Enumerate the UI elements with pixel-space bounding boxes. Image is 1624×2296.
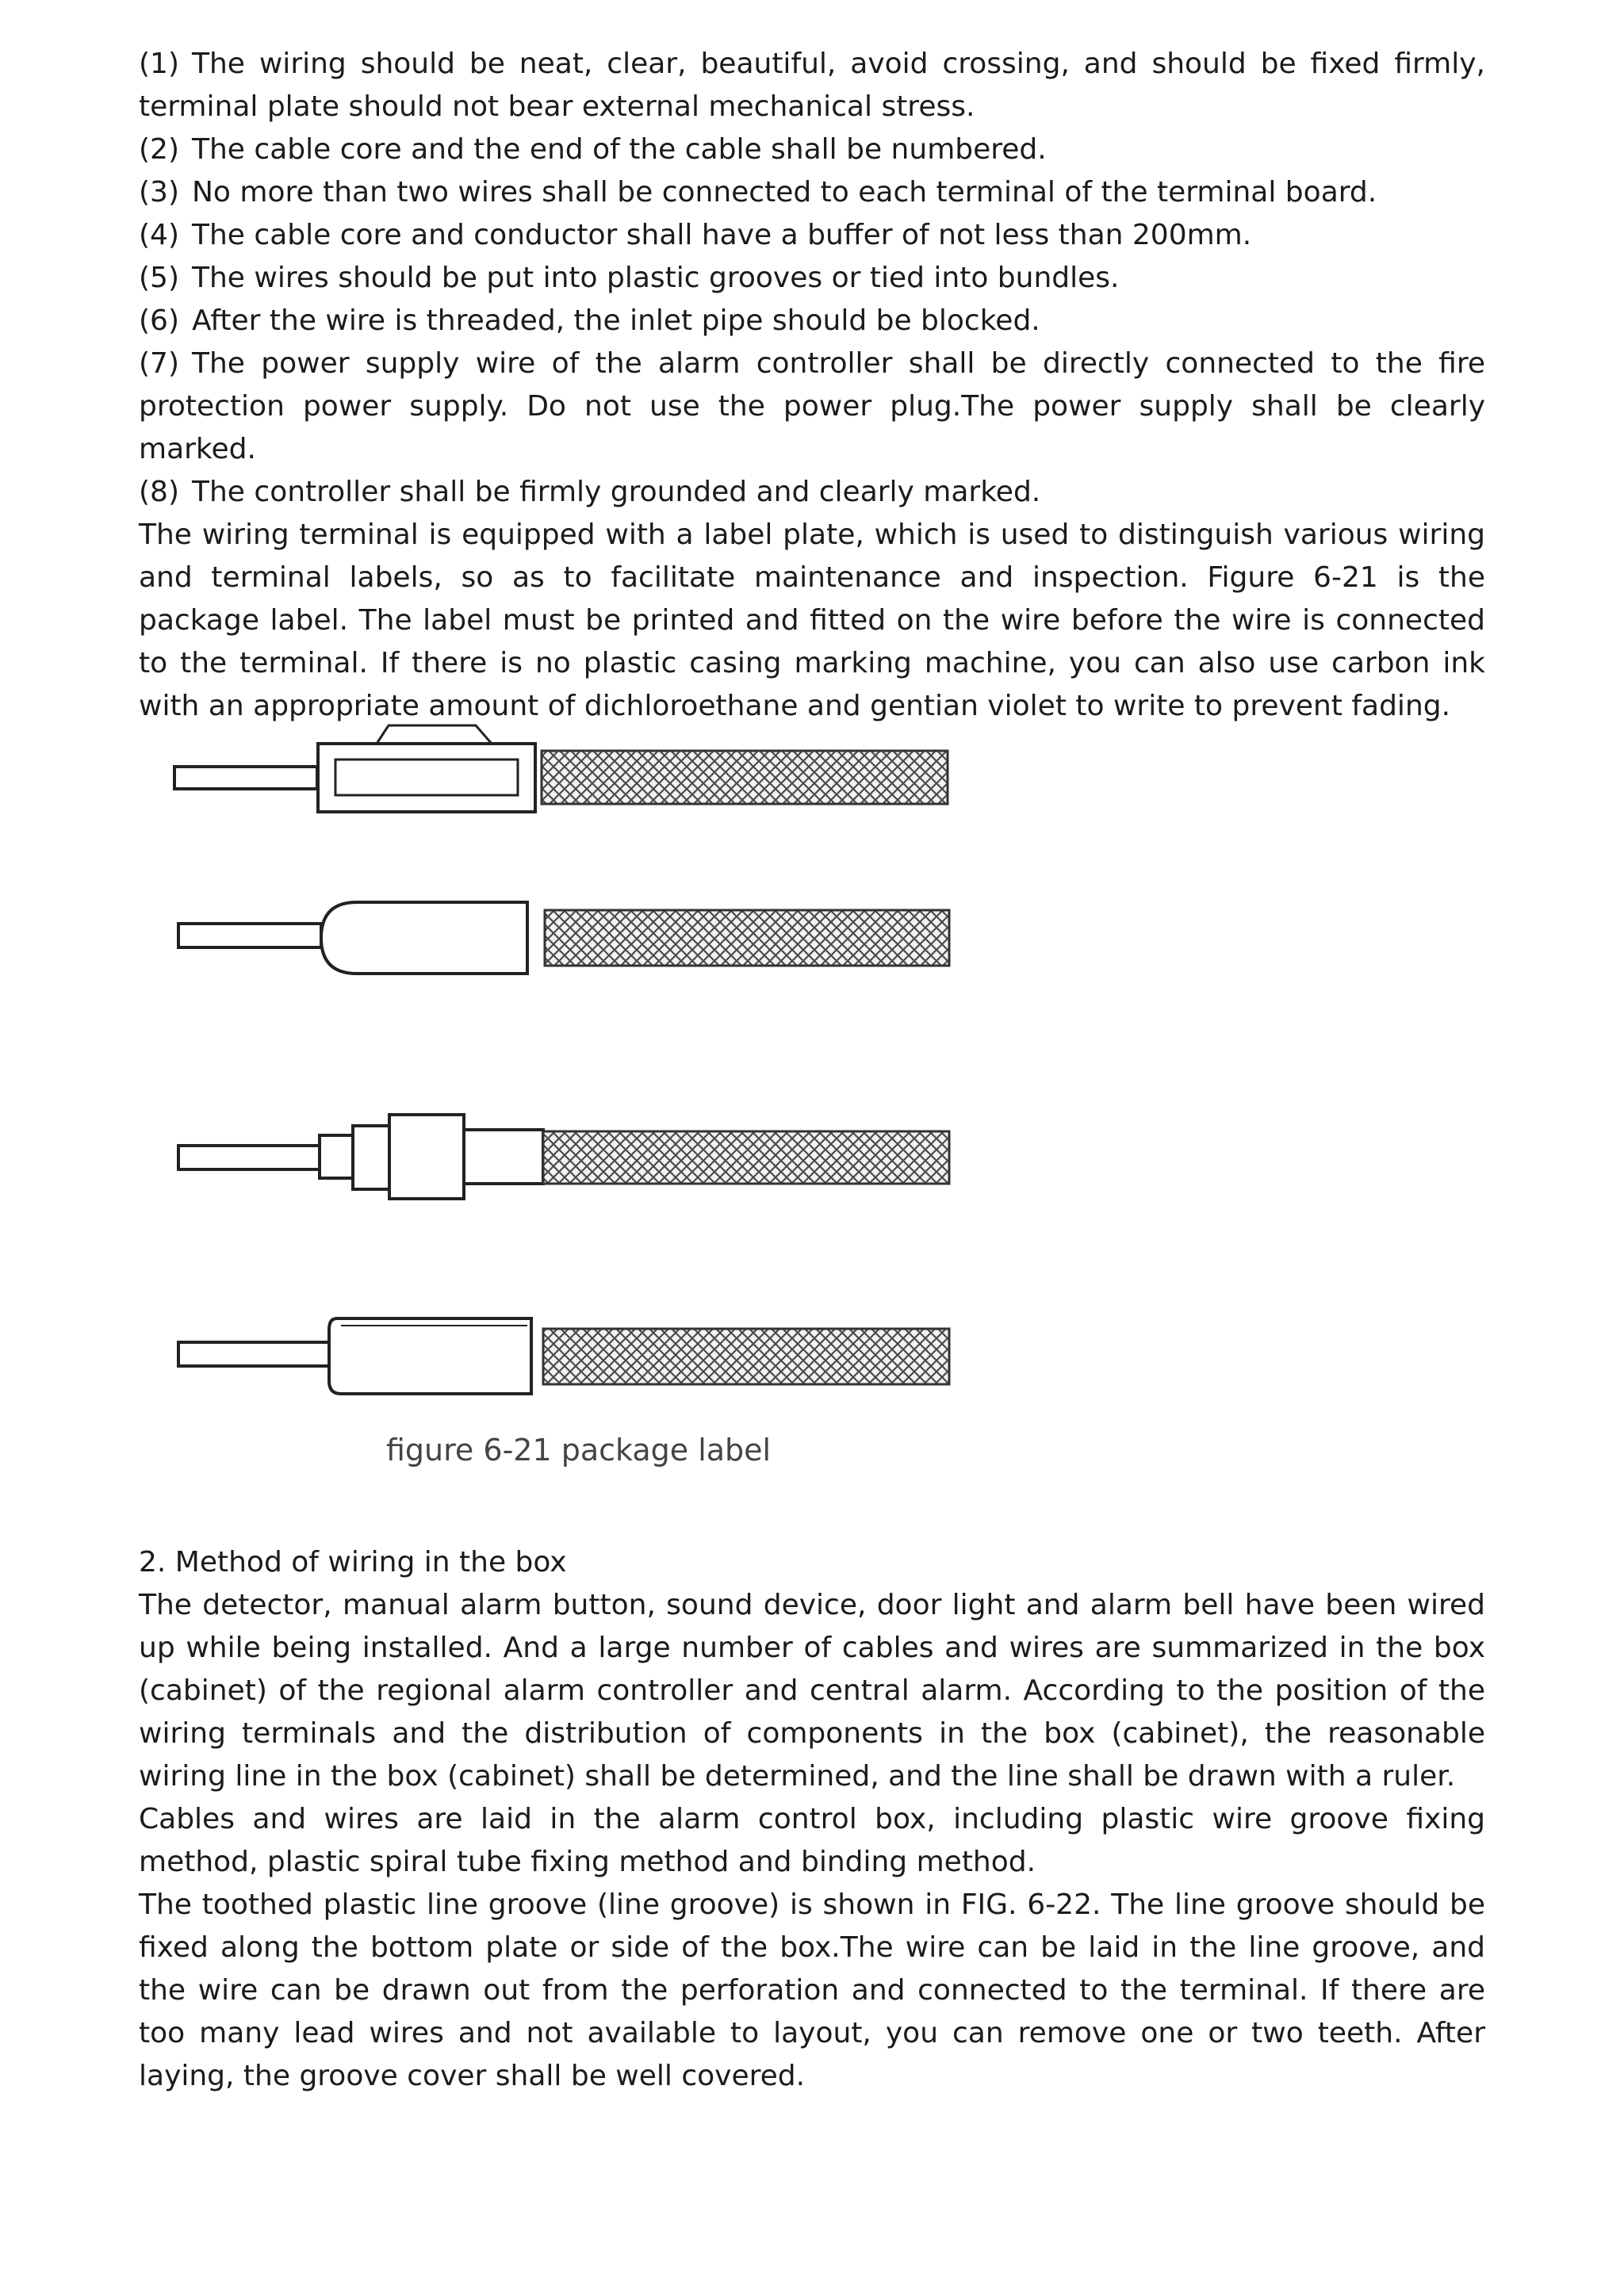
list-item: (6) After the wire is threaded, the inlet pipe should be blocked. [139,304,1040,337]
label-ring [389,1115,464,1199]
package-label-4 [178,1318,949,1394]
label-paragraph: The wiring terminal is equipped with a label plate, which is used to distinguish various wiring and terminal labels, so as to facilitate maintenance and inspection. Figure 6-21 is the package label. The label must be printed and fitted on the wire before the wire is connected to the terminal. If there is no plastic casing marking machine, you can also use carbon ink with an appropriate amount of dichloroethane and gentian violet to write to prevent fading. [139,519,1485,722]
wiring-requirements-list [139,43,1485,728]
list-item: (5) The wires should be put into plastic grooves or tied into bundles. [139,262,1120,294]
wire-core [174,767,317,789]
label-tab [377,725,492,744]
braided-cable [542,751,948,804]
package-label-2 [178,902,949,974]
label-step [320,1135,354,1178]
figure-caption: figure 6-21 package label [386,1433,772,1468]
list-item: (8) The controller shall be firmly grounded and clearly marked. [139,476,1041,508]
section-heading: 2. Method of wiring in the box [139,1546,567,1578]
package-label-figure [170,706,963,1490]
wire-core [178,924,321,947]
braided-cable [543,1329,949,1384]
paragraph: The detector, manual alarm button, sound device, door light and alarm bell have been wired up while being installed. And a large number of cables and wires are summarized in the box (cabinet) of the regional alarm controller and central alarm. According to the position of the wiring terminals and the distribution of components in the box (cabinet), the reasonable wiring line in the box (cabinet) shall be determined, and the line shall be drawn with a ruler. [139,1589,1485,1793]
braided-cable [545,910,949,966]
package-label-3 [178,1115,949,1199]
list-item: (7) The power supply wire of the alarm controller shall be directly connected to the fire protection power supply. Do not use the power plug.The power supply shall be clearly marked. [139,347,1485,465]
label-sleeve [321,902,527,974]
label-collar [353,1126,389,1189]
list-item: (2) The cable core and the end of the cable shall be numbered. [139,133,1047,166]
list-item: (3) No more than two wires shall be connected to each terminal of the terminal board. [139,176,1377,209]
wire-core [178,1342,329,1366]
section-wiring-in-box [139,1541,1485,2098]
paragraph: Cables and wires are laid in the alarm control box, including plastic wire groove fixing method, plastic spiral tube fixing method and binding method. [139,1803,1485,1878]
label-window [335,760,518,795]
label-sleeve [464,1130,543,1184]
package-label-1 [174,725,948,812]
paragraph: The toothed plastic line groove (line groove) is shown in FIG. 6-22. The line groove should be fixed along the bottom plate or side of the box.The wire can be laid in the line groove, and the wire can be drawn out from the perforation and connected to the terminal. If there are too many lead wires and not available to layout, you can remove one or two teeth. After laying, the groove cover shall be well covered. [139,1888,1485,2092]
label-sleeve [329,1318,531,1394]
wire-core [178,1146,321,1169]
list-item: (4) The cable core and conductor shall have a buffer of not less than 200mm. [139,219,1252,251]
list-item: (1) The wiring should be neat, clear, beautiful, avoid crossing, and should be fixed firmly, terminal plate should not bear external mechanical stress. [139,48,1485,123]
braided-cable [543,1131,949,1184]
